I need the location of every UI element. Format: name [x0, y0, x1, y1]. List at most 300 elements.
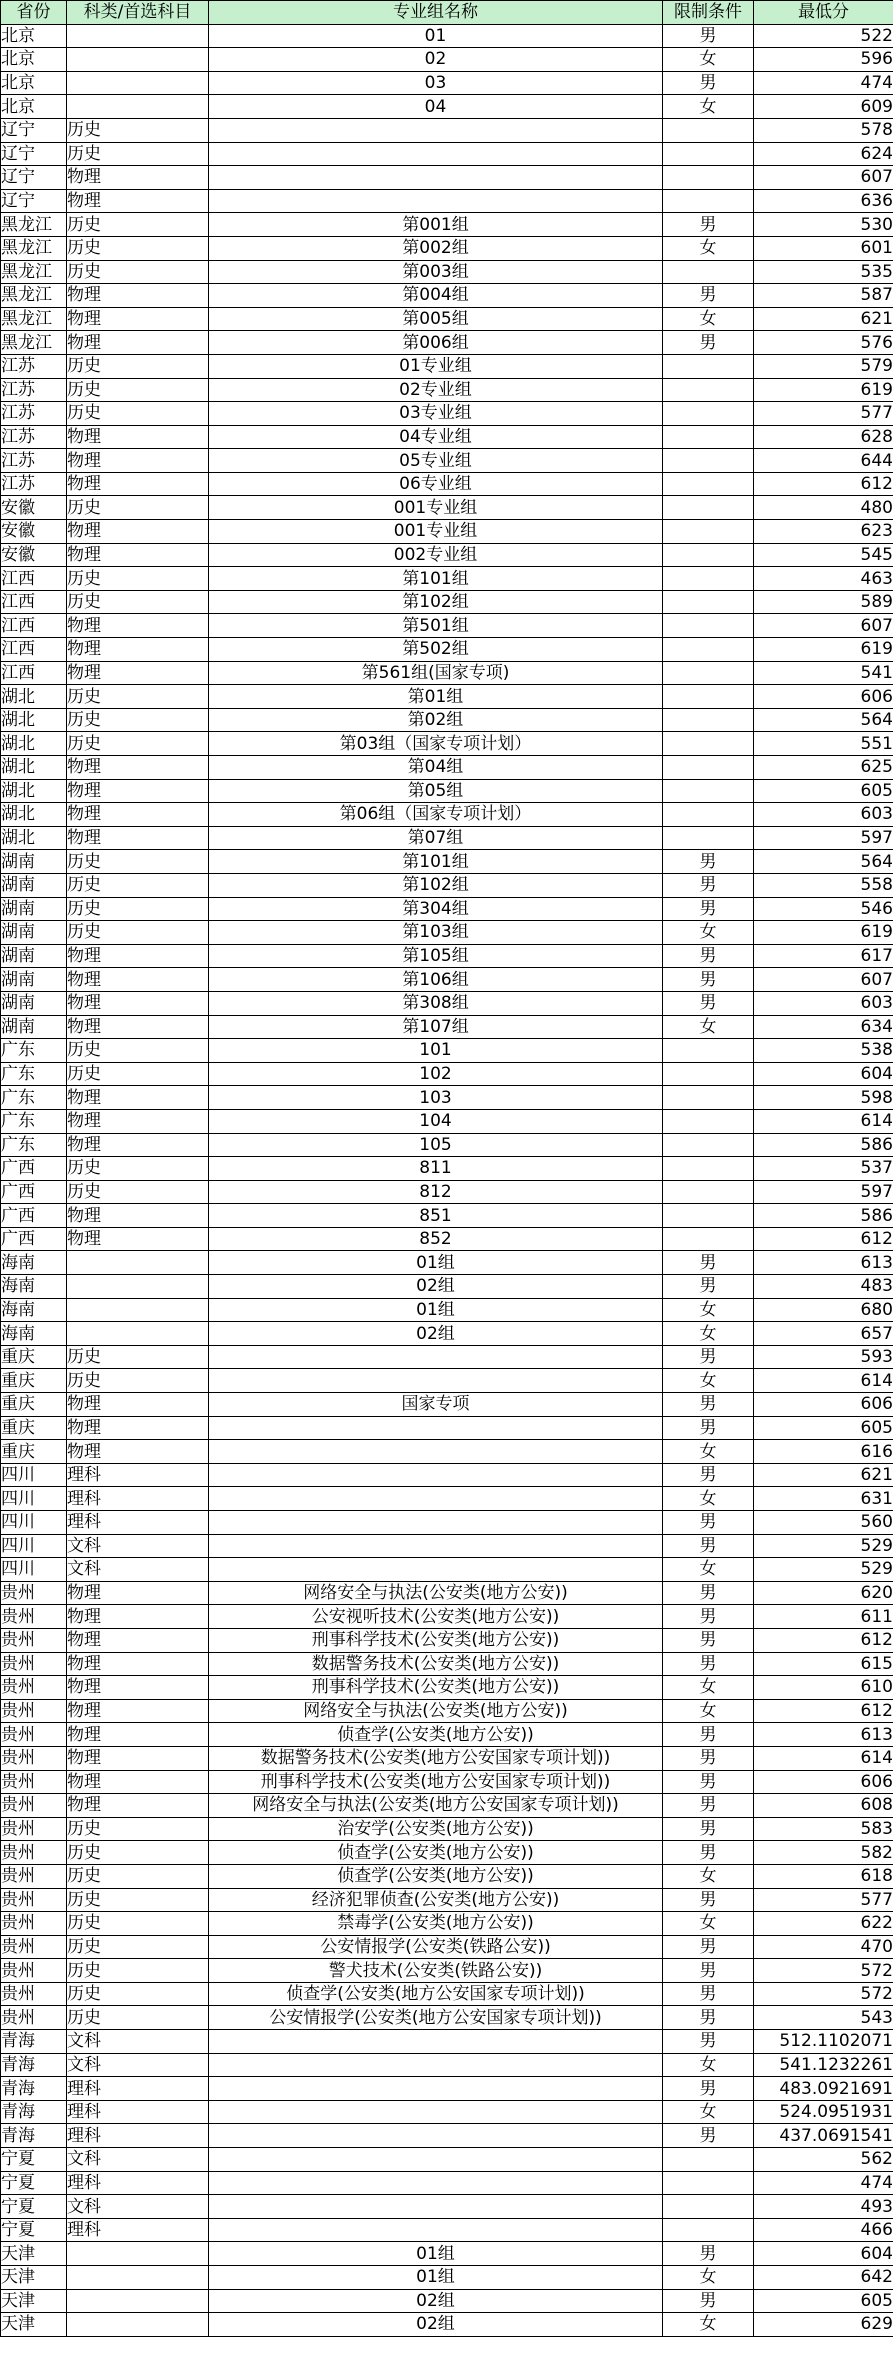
- cell-min-score: 604: [754, 2242, 893, 2266]
- table-row: [1, 1888, 893, 1912]
- cell-province: 四川: [1, 1558, 67, 1582]
- cell-min-score: 604: [754, 1062, 893, 1086]
- cell-group-name: [209, 2077, 663, 2101]
- cell-restriction: 女: [663, 1440, 754, 1464]
- cell-group-name: 02组: [209, 1275, 663, 1299]
- cell-province: 四川: [1, 1534, 67, 1558]
- cell-subject: 历史: [67, 1959, 209, 1983]
- cell-group-name: 第004组: [209, 284, 663, 308]
- cell-restriction: [663, 2148, 754, 2172]
- table-row: [1, 638, 893, 662]
- cell-min-score: 546: [754, 897, 893, 921]
- table-row: [1, 756, 893, 780]
- cell-min-score: 598: [754, 1086, 893, 1110]
- table-row: [1, 826, 893, 850]
- table-row: [1, 1864, 893, 1888]
- cell-restriction: 男: [663, 873, 754, 897]
- table-row: [1, 213, 893, 237]
- cell-group-name: 数据警务技术(公安类(地方公安国家专项计划)): [209, 1746, 663, 1770]
- cell-min-score: 625: [754, 756, 893, 780]
- table-row: [1, 402, 893, 426]
- cell-subject: 历史: [67, 1817, 209, 1841]
- cell-subject: 文科: [67, 2053, 209, 2077]
- cell-province: 青海: [1, 2124, 67, 2148]
- table-row: [1, 2171, 893, 2195]
- cell-min-score: 644: [754, 449, 893, 473]
- cell-restriction: [663, 1039, 754, 1063]
- cell-group-name: 第003组: [209, 260, 663, 284]
- cell-subject: [67, 1275, 209, 1299]
- table-row: [1, 189, 893, 213]
- cell-restriction: 男: [663, 2006, 754, 2030]
- cell-province: 江苏: [1, 402, 67, 426]
- table-row: [1, 968, 893, 992]
- cell-min-score: 551: [754, 732, 893, 756]
- cell-restriction: [663, 118, 754, 142]
- cell-restriction: 男: [663, 1817, 754, 1841]
- cell-province: 贵州: [1, 2006, 67, 2030]
- cell-min-score: 576: [754, 331, 893, 355]
- cell-province: 湖南: [1, 921, 67, 945]
- cell-subject: 历史: [67, 1982, 209, 2006]
- cell-min-score: 522: [754, 24, 893, 48]
- cell-group-name: 侦查学(公安类(地方公安)): [209, 1841, 663, 1865]
- table-row: [1, 614, 893, 638]
- cell-province: 青海: [1, 2100, 67, 2124]
- cell-group-name: [209, 1511, 663, 1535]
- cell-restriction: 女: [663, 2266, 754, 2290]
- cell-group-name: 01组: [209, 2242, 663, 2266]
- cell-subject: 文科: [67, 2148, 209, 2172]
- cell-min-score: 628: [754, 425, 893, 449]
- cell-min-score: 605: [754, 2289, 893, 2313]
- cell-province: 青海: [1, 2053, 67, 2077]
- cell-province: 贵州: [1, 1982, 67, 2006]
- table-row: [1, 260, 893, 284]
- cell-min-score: 619: [754, 378, 893, 402]
- cell-group-name: 第561组(国家专项): [209, 661, 663, 685]
- cell-subject: [67, 95, 209, 119]
- cell-restriction: 男: [663, 1628, 754, 1652]
- cell-min-score: 530: [754, 213, 893, 237]
- cell-subject: 物理: [67, 449, 209, 473]
- cell-group-name: [209, 1463, 663, 1487]
- table-row: [1, 1440, 893, 1464]
- cell-group-name: 第005组: [209, 307, 663, 331]
- cell-province: 江西: [1, 614, 67, 638]
- cell-province: 贵州: [1, 1888, 67, 1912]
- cell-province: 海南: [1, 1322, 67, 1346]
- cell-province: 广东: [1, 1109, 67, 1133]
- cell-restriction: 女: [663, 1015, 754, 1039]
- cell-province: 贵州: [1, 1628, 67, 1652]
- cell-province: 贵州: [1, 1935, 67, 1959]
- cell-min-score: 619: [754, 638, 893, 662]
- table-row: [1, 1511, 893, 1535]
- cell-province: 辽宁: [1, 142, 67, 166]
- cell-min-score: 596: [754, 48, 893, 72]
- cell-group-name: 第006组: [209, 331, 663, 355]
- cell-group-name: 852: [209, 1227, 663, 1251]
- cell-group-name: 01组: [209, 1251, 663, 1275]
- cell-min-score: 612: [754, 1699, 893, 1723]
- cell-subject: 物理: [67, 1699, 209, 1723]
- cell-min-score: 470: [754, 1935, 893, 1959]
- table-row: [1, 2030, 893, 2054]
- cell-group-name: 第101组: [209, 567, 663, 591]
- cell-restriction: [663, 142, 754, 166]
- cell-group-name: 第102组: [209, 873, 663, 897]
- cell-subject: 物理: [67, 1794, 209, 1818]
- cell-province: 湖南: [1, 897, 67, 921]
- cell-province: 江苏: [1, 449, 67, 473]
- cell-subject: 历史: [67, 897, 209, 921]
- cell-min-score: 493: [754, 2195, 893, 2219]
- cell-min-score: 512.1102071: [754, 2030, 893, 2054]
- cell-subject: 历史: [67, 1864, 209, 1888]
- cell-province: 宁夏: [1, 2218, 67, 2242]
- cell-group-name: 第101组: [209, 850, 663, 874]
- cell-min-score: 582: [754, 1841, 893, 1865]
- cell-min-score: 541.1232261: [754, 2053, 893, 2077]
- cell-province: 天津: [1, 2242, 67, 2266]
- cell-group-name: [209, 2195, 663, 2219]
- cell-subject: 理科: [67, 2124, 209, 2148]
- cell-subject: 物理: [67, 968, 209, 992]
- table-row: [1, 1416, 893, 1440]
- cell-min-score: 606: [754, 1393, 893, 1417]
- cell-min-score: 621: [754, 307, 893, 331]
- cell-province: 湖南: [1, 873, 67, 897]
- cell-group-name: 第06组（国家专项计划）: [209, 803, 663, 827]
- cell-min-score: 545: [754, 543, 893, 567]
- cell-min-score: 529: [754, 1558, 893, 1582]
- cell-group-name: [209, 1416, 663, 1440]
- cell-group-name: [209, 189, 663, 213]
- cell-province: 黑龙江: [1, 260, 67, 284]
- cell-province: 青海: [1, 2030, 67, 2054]
- cell-subject: 物理: [67, 1746, 209, 1770]
- cell-group-name: 03: [209, 71, 663, 95]
- cell-restriction: [663, 1133, 754, 1157]
- cell-subject: 历史: [67, 1062, 209, 1086]
- cell-subject: 物理: [67, 1227, 209, 1251]
- cell-group-name: 第501组: [209, 614, 663, 638]
- table-row: [1, 567, 893, 591]
- cell-min-score: 605: [754, 1416, 893, 1440]
- table-row: [1, 236, 893, 260]
- cell-subject: [67, 1322, 209, 1346]
- cell-group-name: 网络安全与执法(公安类(地方公安)): [209, 1699, 663, 1723]
- cell-subject: [67, 48, 209, 72]
- cell-restriction: 男: [663, 2242, 754, 2266]
- table-row: [1, 2195, 893, 2219]
- cell-restriction: 女: [663, 1369, 754, 1393]
- cell-min-score: 524.0951931: [754, 2100, 893, 2124]
- cell-restriction: [663, 1062, 754, 1086]
- cell-restriction: [663, 708, 754, 732]
- cell-restriction: 女: [663, 1864, 754, 1888]
- cell-min-score: 620: [754, 1581, 893, 1605]
- cell-group-name: 刑事科学技术(公安类(地方公安)): [209, 1676, 663, 1700]
- cell-restriction: 男: [663, 1794, 754, 1818]
- table-row: [1, 779, 893, 803]
- cell-min-score: 543: [754, 2006, 893, 2030]
- header-restriction: 限制条件: [663, 1, 754, 25]
- cell-group-name: 01组: [209, 1298, 663, 1322]
- cell-subject: 物理: [67, 1581, 209, 1605]
- cell-group-name: [209, 2218, 663, 2242]
- cell-subject: 物理: [67, 425, 209, 449]
- cell-subject: 历史: [67, 1888, 209, 1912]
- cell-restriction: [663, 496, 754, 520]
- cell-min-score: 613: [754, 1251, 893, 1275]
- cell-restriction: 女: [663, 2053, 754, 2077]
- cell-subject: 历史: [67, 2006, 209, 2030]
- cell-restriction: 男: [663, 1723, 754, 1747]
- cell-restriction: 男: [663, 1416, 754, 1440]
- table-row: [1, 1157, 893, 1181]
- cell-province: 湖南: [1, 944, 67, 968]
- cell-group-name: 001专业组: [209, 496, 663, 520]
- cell-restriction: 女: [663, 307, 754, 331]
- cell-restriction: 男: [663, 1652, 754, 1676]
- header-province: 省份: [1, 1, 67, 25]
- cell-min-score: 589: [754, 590, 893, 614]
- cell-subject: 物理: [67, 189, 209, 213]
- cell-group-name: 第308组: [209, 991, 663, 1015]
- table-row: [1, 1133, 893, 1157]
- cell-group-name: 01组: [209, 2266, 663, 2290]
- table-row: [1, 1345, 893, 1369]
- cell-restriction: [663, 1086, 754, 1110]
- cell-restriction: 女: [663, 1298, 754, 1322]
- cell-province: 辽宁: [1, 118, 67, 142]
- cell-restriction: [663, 2195, 754, 2219]
- cell-subject: 物理: [67, 1440, 209, 1464]
- cell-province: 湖北: [1, 779, 67, 803]
- cell-group-name: 812: [209, 1180, 663, 1204]
- cell-subject: 物理: [67, 520, 209, 544]
- cell-province: 广东: [1, 1062, 67, 1086]
- cell-min-score: 474: [754, 71, 893, 95]
- cell-subject: 物理: [67, 1770, 209, 1794]
- table-row: [1, 803, 893, 827]
- cell-subject: 物理: [67, 472, 209, 496]
- cell-group-name: 网络安全与执法(公安类(地方公安国家专项计划)): [209, 1794, 663, 1818]
- cell-group-name: 禁毒学(公安类(地方公安)): [209, 1912, 663, 1936]
- cell-group-name: [209, 1534, 663, 1558]
- cell-province: 贵州: [1, 1746, 67, 1770]
- table-row: [1, 1393, 893, 1417]
- cell-restriction: 男: [663, 213, 754, 237]
- cell-subject: [67, 1251, 209, 1275]
- cell-province: 湖北: [1, 685, 67, 709]
- cell-group-name: 03专业组: [209, 402, 663, 426]
- cell-group-name: 04: [209, 95, 663, 119]
- cell-subject: 理科: [67, 2077, 209, 2101]
- cell-min-score: 622: [754, 1912, 893, 1936]
- cell-province: 湖南: [1, 1015, 67, 1039]
- cell-subject: 物理: [67, 331, 209, 355]
- cell-min-score: 607: [754, 614, 893, 638]
- cell-min-score: 631: [754, 1487, 893, 1511]
- cell-province: 北京: [1, 48, 67, 72]
- cell-min-score: 610: [754, 1676, 893, 1700]
- cell-restriction: 男: [663, 968, 754, 992]
- cell-subject: 文科: [67, 1558, 209, 1582]
- cell-group-name: 103: [209, 1086, 663, 1110]
- cell-province: 宁夏: [1, 2171, 67, 2195]
- table-row: [1, 1982, 893, 2006]
- cell-subject: 物理: [67, 826, 209, 850]
- cell-group-name: [209, 1440, 663, 1464]
- cell-province: 广西: [1, 1157, 67, 1181]
- cell-province: 湖南: [1, 850, 67, 874]
- cell-province: 广西: [1, 1204, 67, 1228]
- cell-restriction: 男: [663, 1841, 754, 1865]
- cell-province: 黑龙江: [1, 213, 67, 237]
- cell-province: 湖北: [1, 732, 67, 756]
- table-row: [1, 590, 893, 614]
- cell-min-score: 577: [754, 402, 893, 426]
- cell-restriction: 女: [663, 2313, 754, 2337]
- table-row: [1, 1275, 893, 1299]
- cell-subject: 物理: [67, 638, 209, 662]
- cell-group-name: 经济犯罪侦查(公安类(地方公安)): [209, 1888, 663, 1912]
- cell-min-score: 617: [754, 944, 893, 968]
- table-row: [1, 1676, 893, 1700]
- cell-restriction: 男: [663, 1888, 754, 1912]
- cell-province: 江西: [1, 661, 67, 685]
- table-row: [1, 331, 893, 355]
- cell-restriction: 男: [663, 1935, 754, 1959]
- table-body: [1, 24, 893, 2336]
- cell-province: 安徽: [1, 520, 67, 544]
- cell-group-name: 侦查学(公安类(地方公安)): [209, 1723, 663, 1747]
- table-row: [1, 1817, 893, 1841]
- table-row: [1, 472, 893, 496]
- cell-group-name: 第304组: [209, 897, 663, 921]
- cell-min-score: 606: [754, 685, 893, 709]
- table-row: [1, 425, 893, 449]
- cell-restriction: 男: [663, 1581, 754, 1605]
- cell-province: 广东: [1, 1039, 67, 1063]
- cell-subject: 历史: [67, 402, 209, 426]
- table-row: [1, 685, 893, 709]
- cell-group-name: 101: [209, 1039, 663, 1063]
- cell-restriction: [663, 803, 754, 827]
- cell-min-score: 538: [754, 1039, 893, 1063]
- cell-min-score: 612: [754, 1628, 893, 1652]
- cell-subject: [67, 71, 209, 95]
- cell-subject: 物理: [67, 756, 209, 780]
- cell-restriction: 男: [663, 2289, 754, 2313]
- table-row: [1, 284, 893, 308]
- cell-province: 海南: [1, 1275, 67, 1299]
- cell-province: 贵州: [1, 1770, 67, 1794]
- cell-province: 重庆: [1, 1369, 67, 1393]
- header-subject: 科类/首选科目: [67, 1, 209, 25]
- cell-min-score: 564: [754, 850, 893, 874]
- table-row: [1, 897, 893, 921]
- cell-group-name: 851: [209, 1204, 663, 1228]
- cell-min-score: 680: [754, 1298, 893, 1322]
- cell-restriction: [663, 826, 754, 850]
- cell-restriction: 女: [663, 2100, 754, 2124]
- cell-subject: 物理: [67, 1204, 209, 1228]
- table-row: [1, 1534, 893, 1558]
- cell-min-score: 613: [754, 1723, 893, 1747]
- cell-restriction: 女: [663, 1487, 754, 1511]
- cell-restriction: 男: [663, 1393, 754, 1417]
- cell-min-score: 612: [754, 472, 893, 496]
- cell-restriction: 男: [663, 2124, 754, 2148]
- table-row: [1, 1581, 893, 1605]
- cell-subject: 物理: [67, 1393, 209, 1417]
- cell-restriction: 女: [663, 95, 754, 119]
- cell-restriction: 男: [663, 1982, 754, 2006]
- cell-province: 北京: [1, 71, 67, 95]
- table-row: [1, 1369, 893, 1393]
- cell-restriction: 男: [663, 897, 754, 921]
- cell-group-name: 01专业组: [209, 354, 663, 378]
- cell-group-name: 公安情报学(公安类(地方公安国家专项计划)): [209, 2006, 663, 2030]
- cell-min-score: 612: [754, 1227, 893, 1251]
- table-row: [1, 2124, 893, 2148]
- table-row: [1, 118, 893, 142]
- cell-restriction: [663, 2171, 754, 2195]
- cell-min-score: 614: [754, 1109, 893, 1133]
- cell-province: 青海: [1, 2077, 67, 2101]
- table-row: [1, 1723, 893, 1747]
- cell-group-name: 第107组: [209, 1015, 663, 1039]
- cell-subject: 文科: [67, 2195, 209, 2219]
- cell-restriction: [663, 1157, 754, 1181]
- cell-province: 广东: [1, 1133, 67, 1157]
- cell-group-name: 网络安全与执法(公安类(地方公安)): [209, 1581, 663, 1605]
- table-row: [1, 1015, 893, 1039]
- cell-subject: [67, 24, 209, 48]
- cell-group-name: 治安学(公安类(地方公安)): [209, 1817, 663, 1841]
- cell-subject: 物理: [67, 1723, 209, 1747]
- table-row: [1, 1251, 893, 1275]
- cell-province: 辽宁: [1, 166, 67, 190]
- cell-subject: 物理: [67, 1676, 209, 1700]
- table-row: [1, 543, 893, 567]
- cell-province: 湖南: [1, 991, 67, 1015]
- cell-group-name: 刑事科学技术(公安类(地方公安国家专项计划)): [209, 1770, 663, 1794]
- table-row: [1, 2077, 893, 2101]
- cell-group-name: [209, 1369, 663, 1393]
- cell-group-name: [209, 2148, 663, 2172]
- table-row: [1, 520, 893, 544]
- cell-restriction: 男: [663, 284, 754, 308]
- table-row: [1, 2313, 893, 2337]
- cell-group-name: 第02组: [209, 708, 663, 732]
- table-row: [1, 1109, 893, 1133]
- cell-subject: 历史: [67, 142, 209, 166]
- cell-min-score: 466: [754, 2218, 893, 2242]
- cell-min-score: 606: [754, 1770, 893, 1794]
- cell-restriction: [663, 166, 754, 190]
- header-row: [1, 1, 893, 25]
- cell-subject: 物理: [67, 1086, 209, 1110]
- cell-subject: 物理: [67, 1133, 209, 1157]
- cell-province: 北京: [1, 95, 67, 119]
- cell-subject: 历史: [67, 1935, 209, 1959]
- cell-restriction: 女: [663, 921, 754, 945]
